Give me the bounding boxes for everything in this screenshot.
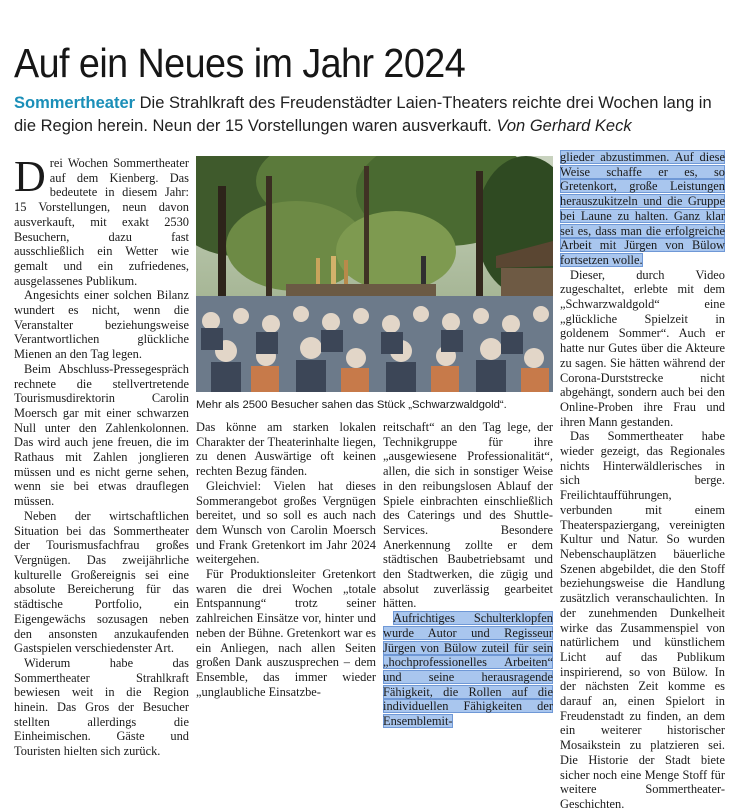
text-highlight: glieder abzustimmen. Auf diese Weise schaffe er es, so Gretenkort, große Leistungen herauszukitzeln und die Gruppe bei Laune zu halten. Ganz klar sei es, dass man die erfolgreiche Arbeit mit Jürgen von Bülow fortsetzen wolle. [560,150,725,267]
paragraph: Dieser, durch Video zugeschaltet, erlebte mit dem „Schwarzwaldgold“ eine „glückliche Spielzeit in goldenem Sommer“. Auch er hatte nur Gutes über die Akteure zu sagen. Sie hätten während der Corona-Durststrecke nicht abgehängt, sondern auch bei den Online-Proben ihre Frau und ihren Mann gestanden. [560,267,725,429]
article-column-3 [383,420,553,729]
author-byline: Von Gerhard Keck [496,117,632,135]
paragraph: Beim Abschluss-Pressegespräch rechnete die stellvertretende Tourismusdirektorin Carolin Moersch gar mit einer schwarzen Null unter den Zahlenkolonnen. Das wird auch jene freuen, die im Rathaus mit Zahlen jonglieren müssen und es nicht gerne sehen, wenn sie bei etwas drauflegen müssen. [14,361,189,509]
paragraph: Für Produktionsleiter Gretenkort waren die drei Wochen „totale Entspannung“ trotz seiner zahlreichen Einsätze vor, hinter und neben der Bühne. Gretenkort war es ein Anliegen, nach allen Seiten großen Dank auszusprechen – dem Ensemble, das immer wieder „unglaubliche Einsatzbe- [196,567,376,699]
paragraph: Drei Wochen Sommertheater auf dem Kienberg. Das bedeutete in diesem Jahr: 15 Vorstellungen, neun davon ausverkauft, mit exakt 2530 Besuchern, dazu fast ausschließlich ein Wetter wie gemalt und ein zufriedenes, ausgelassenes Publikum. [14,152,189,288]
theater-photo [196,156,553,392]
article-column-1 [14,152,189,759]
headline: Auf ein Neues im Jahr 2024 [14,40,466,87]
drop-cap: D [14,152,46,201]
kicker: Sommertheater [14,94,136,112]
article-intro [14,92,726,138]
article-column-2 [196,420,376,699]
intro-text: Die Strahlkraft des Freudenstädter Laien-Theaters reichte drei Wochen lang in die Region herein. Neun der 15 Vorstellungen waren ausverkauft. [14,94,712,135]
article-column-4 [560,150,725,811]
highlighted-paragraph [383,611,553,729]
forest-stage-audience-image [196,156,553,392]
photo-caption: Mehr als 2500 Besucher sahen das Stück „Schwarzwaldgold“. [196,399,507,411]
paragraph: Das Sommertheater habe wieder gezeigt, das Regionales nichts Hinterwäldlerisches in sich berge. Freilichtaufführungen, verbunden mit einem Theaterspaziergang, vereinigten Kultur und Natur. So wurden Nebenschauplätzen bäuerliche Szenen abgebildet, die den Stoff beziehungsweise die Handlung zusätzlich veranschaulichten. In der zunehmenden Dunkelheit wirke das Zusammenspiel von natürlichem und künstlichem Licht auf das Publikum inspirierend, so von Bülow. In der nächsten Zeit komme es darauf an, einen Spielort in Freudenstadt zu finden, an dem ein weiterer historischer Mosaikstein zu platzieren sei. Die Historie der Stadt biete sicher noch eine Menge Stoff für weitere Sommertheater-Geschichten. [560,429,725,811]
text-highlight: Aufrichtiges Schulterklopfen wurde Autor und Regisseur Jürgen von Bülow zuteil für sein „hochprofessionelles Arbeiten“ und seine herausragende Fähigkeit, die Rollen auf die individuellen Fähigkeiten der Ensemblemit- [383,611,553,729]
paragraph: reitschaft“ an den Tag lege, der Technikgruppe für ihre „ausgewiesene Professionalität“, allen, die sich in sonstiger Weise in den reibungslosen Ablauf der Spiele einbrachten einschließlich des Caterings und des Shuttle-Services. Besondere Anerkennung zollte er dem städtischen Baubetriebsamt und den Stadtwerken, die zügig und absolut zuverlässig gearbeitet hätten. [383,420,553,611]
paragraph: Das könne am starken lokalen Charakter der Theaterinhalte liegen, zu denen Auswärtige oft keinen rechten Bezug fänden. [196,420,376,479]
paragraph: Gleichviel: Vielen hat dieses Sommerangebot großes Vergnügen bereitet, und so soll es auch nach dem Wunsch von Carolin Moersch und Frank Gretenkort im Jahr 2024 weitergehen. [196,478,376,567]
paragraph: Neben der wirtschaftlichen Situation bei das Sommertheater der Tourismusfachfrau großes Vergnügen. Das zweijährliche kulturelle Großereignis sei eine absolute Bereicherung für das städtische Portfolio, ein Eigengewächs sozusagen neben den ansonsten anzukaufenden Gastspielen verschiedenster Art. [14,508,189,656]
highlighted-paragraph [560,150,725,268]
paragraph: Widerum habe das Sommertheater Strahlkraft bewiesen weit in die Region hinein. Das Gros der Besucher stellten allerdings die Einheimischen. Gäste und Touristen hielten sich zurück. [14,655,189,759]
paragraph: Angesichts einer solchen Bilanz wundert es nicht, wenn die Veranstalter beziehungsweise Verantwortlichen glückliche Mienen an den Tag legen. [14,288,189,362]
